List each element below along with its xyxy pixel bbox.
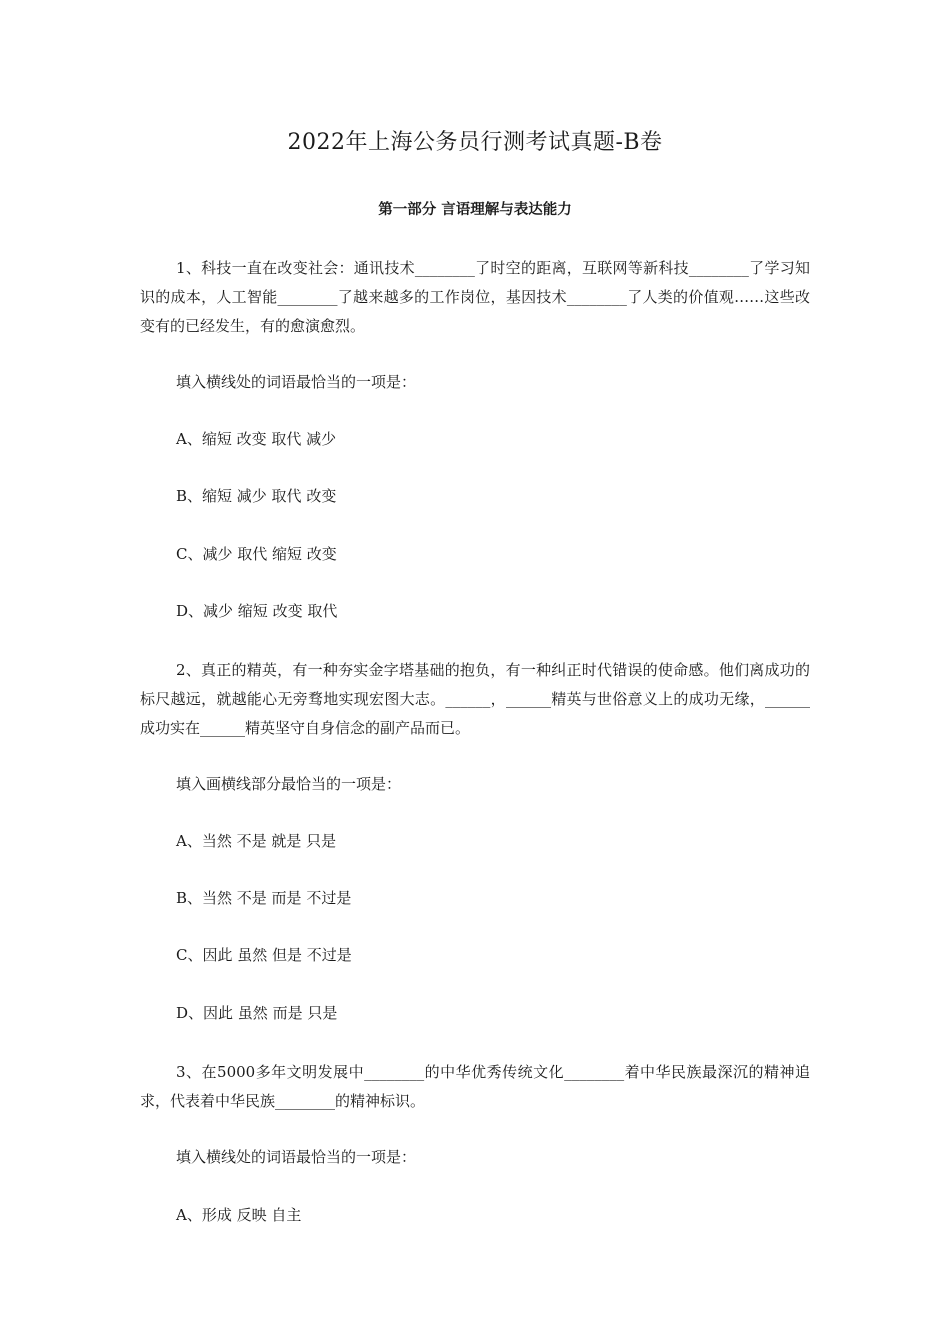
document-title: 2022年上海公务员行测考试真题-B卷 bbox=[287, 130, 663, 155]
question-2-option-a: A、当然 不是 就是 只是 bbox=[176, 832, 337, 850]
question-3-option-a: A、形成 反映 自主 bbox=[176, 1206, 302, 1224]
question-1-prompt: 填入横线处的词语最恰当的一项是： bbox=[176, 373, 417, 391]
question-3-prompt: 填入横线处的词语最恰当的一项是： bbox=[176, 1148, 417, 1166]
question-3-stem: 3、在5000多年文明发展中________的中华优秀传统文化________着中华民族最深沉的精神追求，代表着中华民族________的精神标识。 bbox=[140, 1063, 810, 1110]
question-2-prompt: 填入画横线部分最恰当的一项是： bbox=[176, 775, 402, 793]
question-1-option-a: A、缩短 改变 取代 减少 bbox=[176, 430, 337, 448]
question-1-option-b: B、缩短 减少 取代 改变 bbox=[176, 487, 337, 505]
section-title: 第一部分 言语理解与表达能力 bbox=[378, 202, 572, 218]
question-1-option-d: D、减少 缩短 改变 取代 bbox=[176, 602, 338, 620]
question-1-option-c: C、减少 取代 缩短 改变 bbox=[176, 545, 337, 563]
question-2-option-d: D、因此 虽然 而是 只是 bbox=[176, 1004, 338, 1022]
question-1-stem: 1、科技一直在改变社会：通讯技术________了时空的距离，互联网等新科技________了学习知识的成本，人工智能________了越来越多的工作岗位，基因技术________了人类的价值观……这些改变有的已经发生，有的愈演愈烈。 bbox=[140, 259, 810, 335]
question-2-option-c: C、因此 虽然 但是 不过是 bbox=[176, 946, 352, 964]
question-2-stem: 2、真正的精英，有一种夯实金字塔基础的抱负，有一种纠正时代错误的使命感。他们离成功的标尺越远，就越能心无旁骛地实现宏图大志。______，______精英与世俗意义上的成功无缘，______成功实在______精英坚守自身信念的副产品而已。 bbox=[140, 661, 810, 737]
question-2-option-b: B、当然 不是 而是 不过是 bbox=[176, 889, 352, 907]
